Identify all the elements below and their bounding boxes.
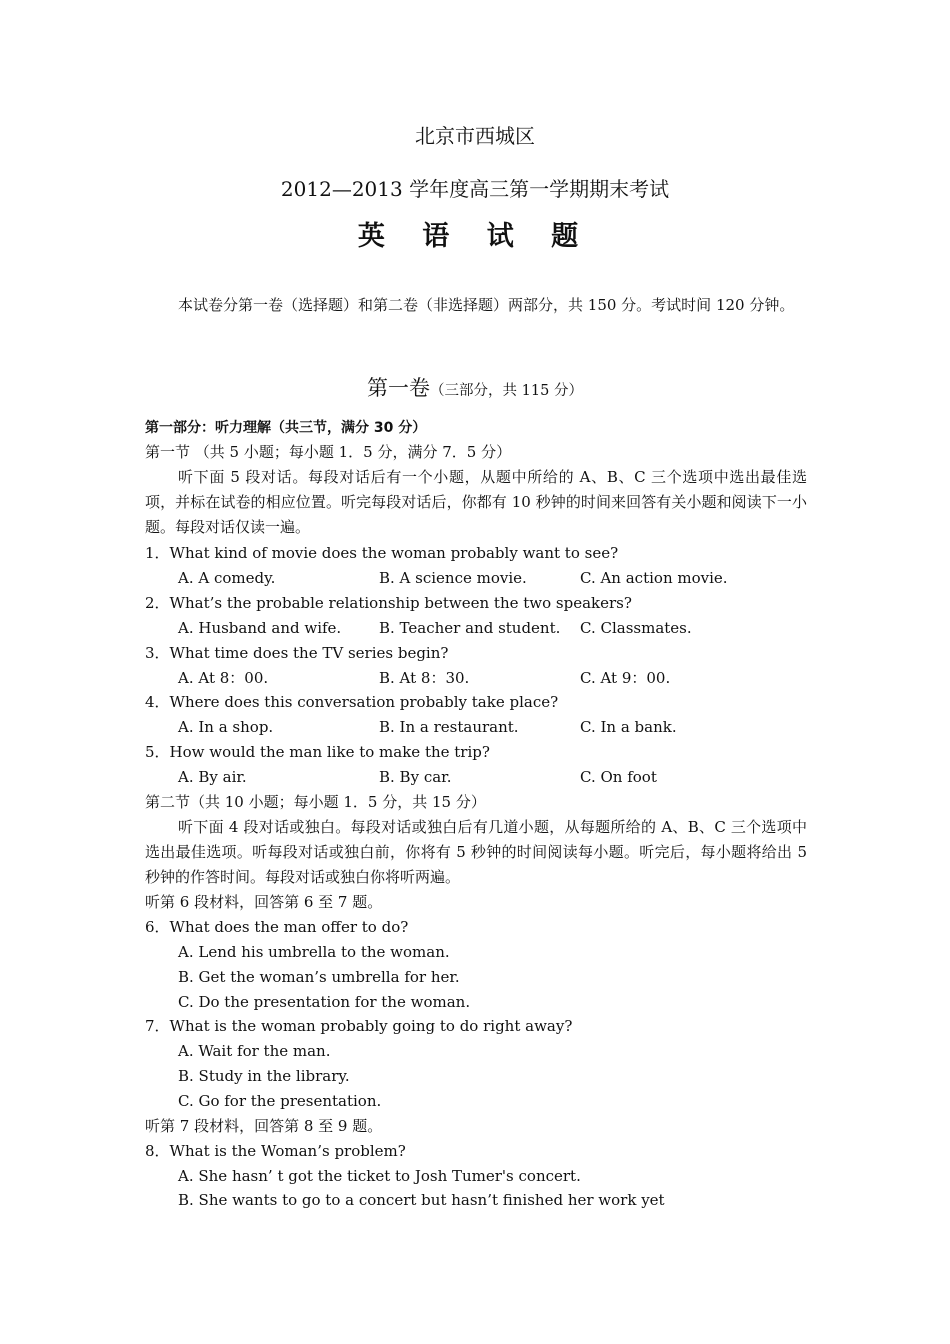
- exam-intro: 本试卷分第一卷（选择题）和第二卷（非选择题）两部分，共 150 分。考试时间 120 分钟。: [178, 296, 795, 314]
- q2-option-b: B. Teacher and student.: [379, 619, 561, 637]
- section2-instruction: 听下面 4 段对话或独白。每段对话或独白后有几道小题，从每题所给的 A、B、C 三个选项中选出最佳选项。听每段对话或独白前，你将有 5 秒钟的时间阅读每小题。听完后，每小题将给出 5 秒钟的作答时间。每段对话或独白你将听两遍。: [145, 818, 807, 886]
- question-2: 2．What’s the probable relationship between the two speakers?: [145, 594, 632, 612]
- question-7: 7．What is the woman probably going to do right away?: [145, 1017, 573, 1035]
- question-1: 1．What kind of movie does the woman probably want to see?: [145, 544, 619, 562]
- question-5: 5．How would the man like to make the trip?: [145, 743, 490, 761]
- material-6-note: 听第 6 段材料，回答第 6 至 7 题。: [145, 893, 383, 911]
- question-6: 6．What does the man offer to do?: [145, 918, 409, 936]
- question-8: 8．What is the Woman’s problem?: [145, 1142, 406, 1160]
- part1-title: 第一部分：听力理解（共三节，满分 30 分）: [145, 420, 427, 436]
- section2-title: 第二节（共 10 小题；每小题 1．5 分，共 15 分）: [145, 793, 486, 811]
- section1-title: 第一节 （共 5 小题；每小题 1．5 分，满分 7．5 分）: [145, 443, 512, 461]
- section1-instruction: 听下面 5 段对话。每段对话后有一个小题，从题中所给的 A、B、C 三个选项中选出最佳选项，并标在试卷的相应位置。听完每段对话后，你都有 10 秒钟的时间来回答有关小题和阅读下一小题。每段对话仅读一遍。: [145, 468, 807, 536]
- q3-option-c: C. At 9：00.: [580, 669, 671, 687]
- q6-option-a: A. Lend his umbrella to the woman.: [178, 943, 450, 961]
- q5-option-b: B. By car.: [379, 768, 452, 786]
- q7-option-b: B. Study in the library.: [178, 1067, 350, 1085]
- district-title: 北京市西城区: [415, 124, 535, 148]
- q2-option-c: C. Classmates.: [580, 619, 692, 637]
- volume-heading: [0, 372, 950, 402]
- q7-option-c: C. Go for the presentation.: [178, 1092, 382, 1110]
- q8-option-b: B. She wants to go to a concert but hasn’t finished her work yet: [178, 1191, 665, 1209]
- q4-option-c: C. In a bank.: [580, 718, 677, 736]
- q3-option-b: B. At 8：30.: [379, 669, 470, 687]
- q2-option-a: A. Husband and wife.: [178, 619, 342, 637]
- subject-title: 英 语 试 题: [357, 221, 593, 252]
- volume-subtitle: （三部分，共 115 分）: [430, 383, 583, 399]
- q5-option-a: A. By air.: [178, 768, 247, 786]
- q8-option-a: A. She hasn’ t got the ticket to Josh Tumer's concert.: [178, 1167, 581, 1185]
- volume-title: 第一卷: [367, 376, 431, 400]
- question-4: 4．Where does this conversation probably take place?: [145, 693, 559, 711]
- question-3: 3．What time does the TV series begin?: [145, 644, 449, 662]
- q3-option-a: A. At 8：00.: [178, 669, 269, 687]
- q7-option-a: A. Wait for the man.: [178, 1042, 331, 1060]
- q4-option-a: A. In a shop.: [178, 718, 274, 736]
- q6-option-b: B. Get the woman’s umbrella for her.: [178, 968, 460, 986]
- q1-option-a: A. A comedy.: [178, 569, 276, 587]
- q5-option-c: C. On foot: [580, 768, 657, 786]
- q1-option-c: C. An action movie.: [580, 569, 728, 587]
- q6-option-c: C. Do the presentation for the woman.: [178, 993, 471, 1011]
- material-7-note: 听第 7 段材料，回答第 8 至 9 题。: [145, 1117, 383, 1135]
- q4-option-b: B. In a restaurant.: [379, 718, 519, 736]
- exam-title: 2012—2013 学年度高三第一学期期末考试: [280, 177, 670, 201]
- q1-option-b: B. A science movie.: [379, 569, 527, 587]
